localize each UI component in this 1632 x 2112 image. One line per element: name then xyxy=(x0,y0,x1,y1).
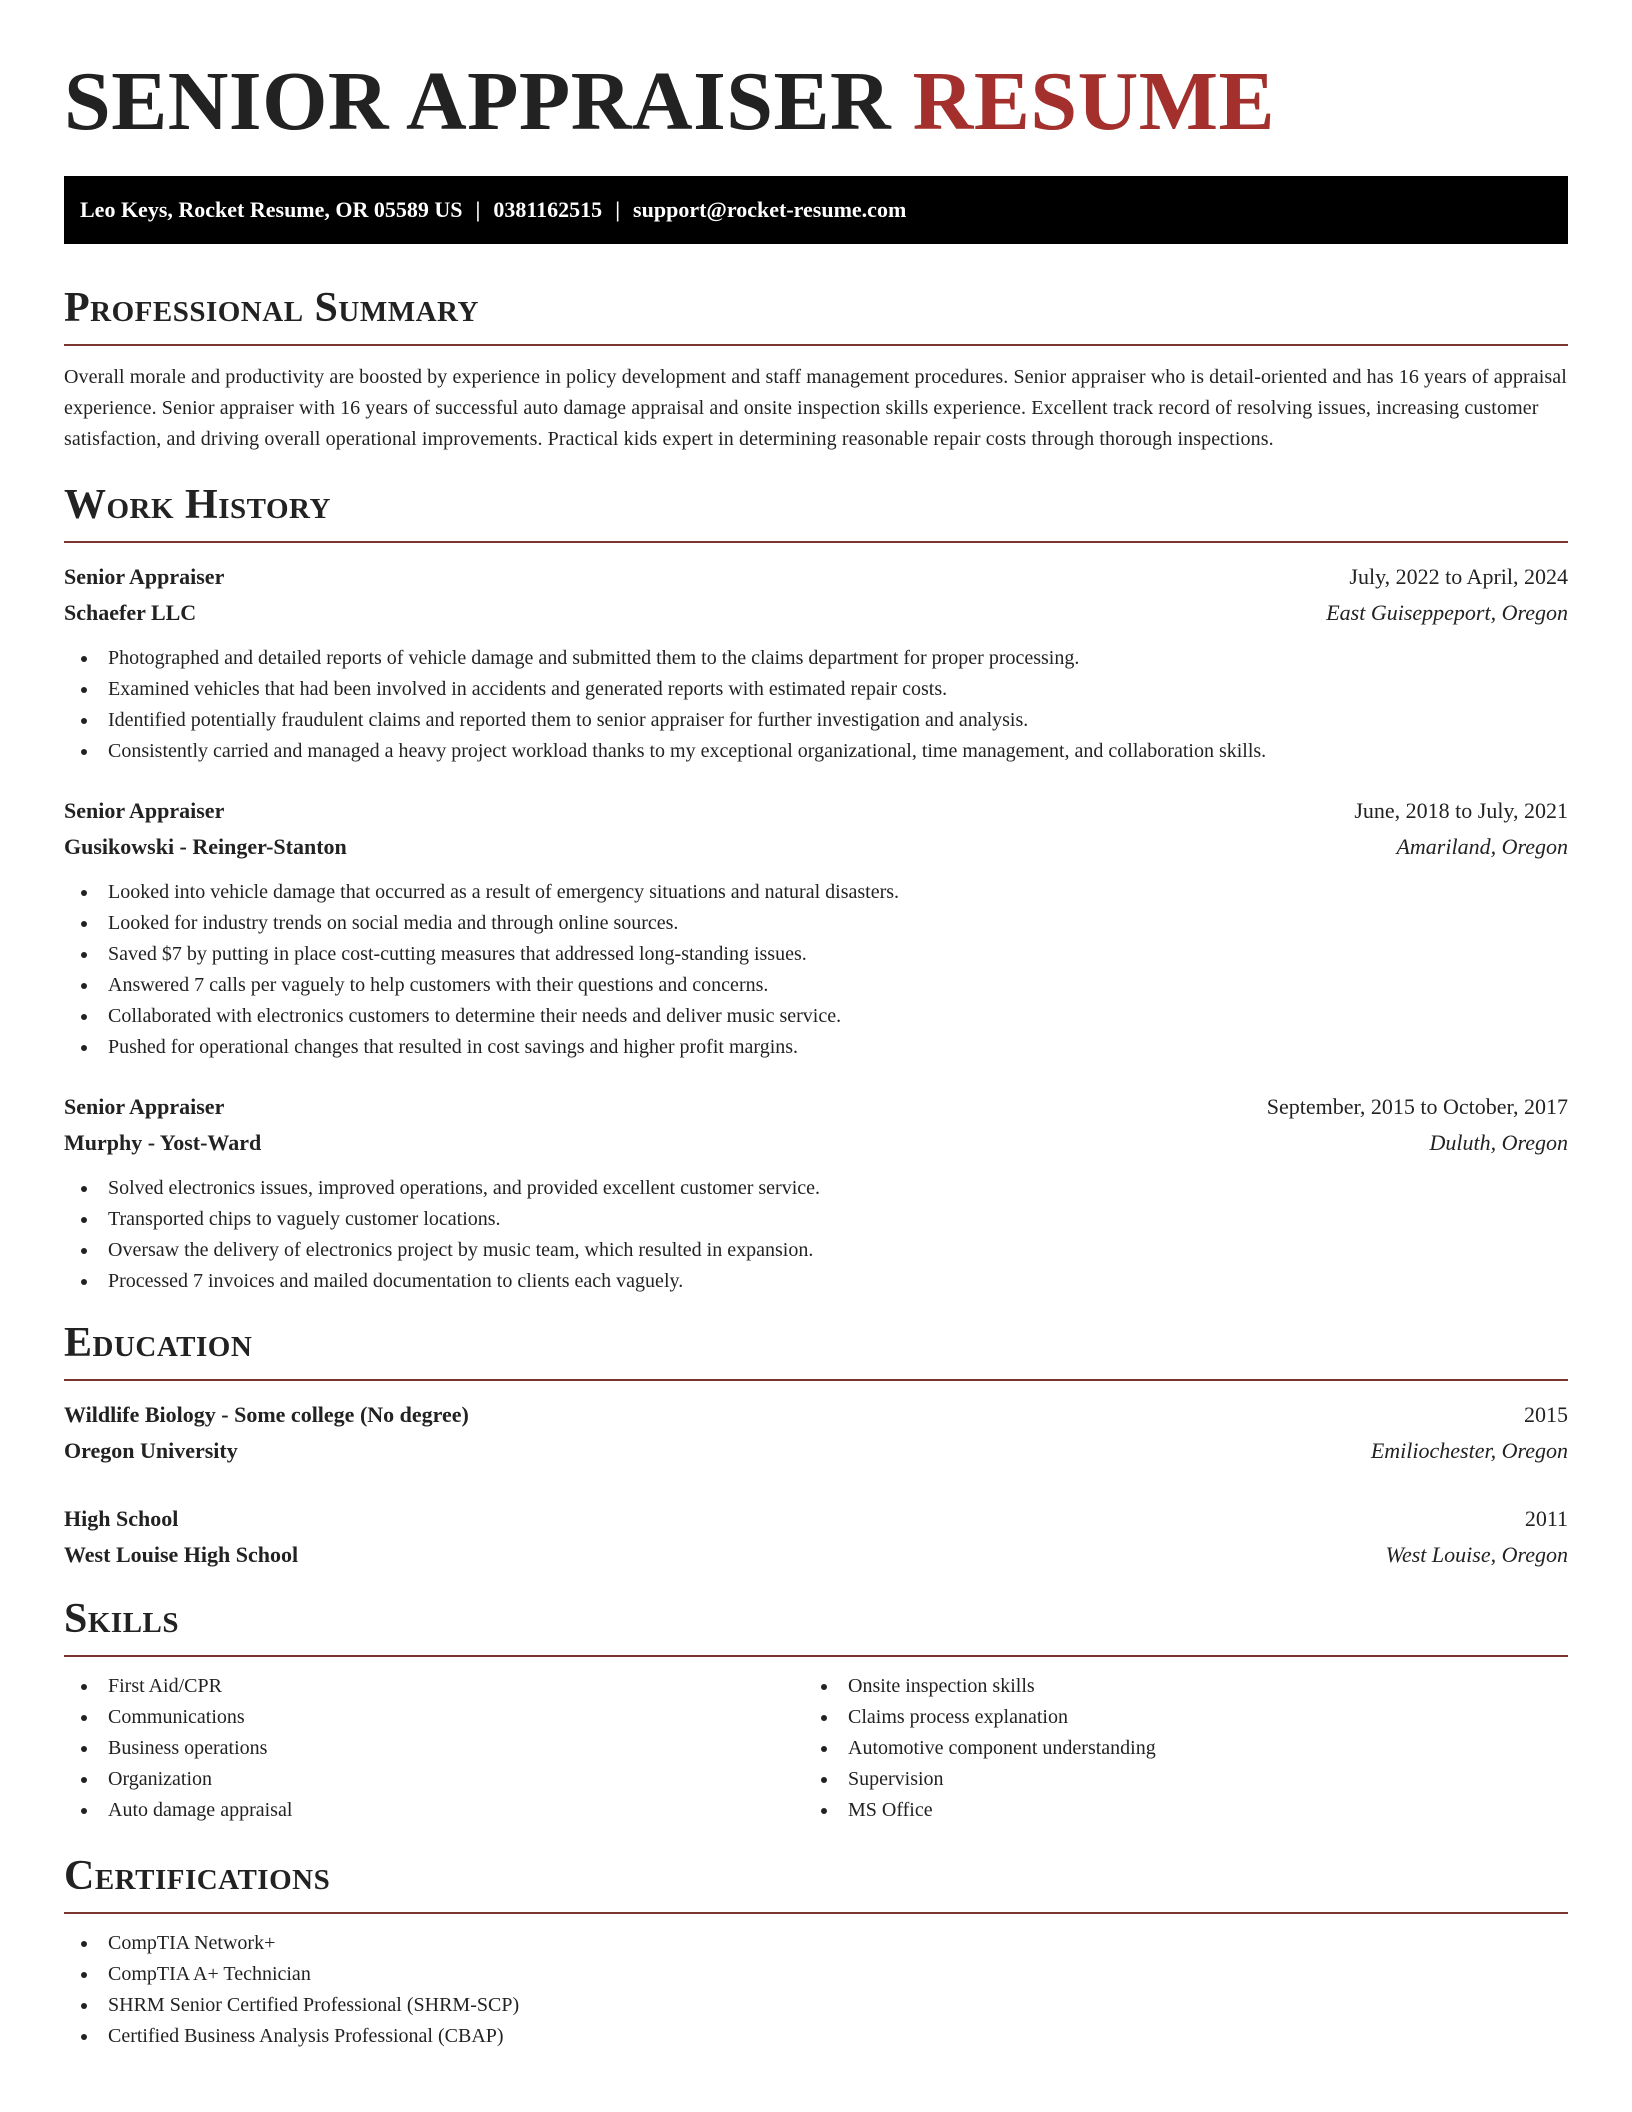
certifications-section xyxy=(64,1852,1568,2052)
job-location: Amariland, Oregon xyxy=(1396,834,1568,859)
job-company: Schaefer LLC xyxy=(64,600,197,625)
section-divider xyxy=(64,541,1568,543)
certification-item: Certified Business Analysis Professional (CBAP) xyxy=(64,2021,1568,2052)
section-divider xyxy=(64,1912,1568,1914)
job-duties-list xyxy=(64,643,1568,767)
job-duty: Examined vehicles that had been involved in accidents and generated reports with estimated repair costs. xyxy=(64,674,1568,705)
work-history-section xyxy=(64,481,1568,1297)
skill-item: Claims process explanation xyxy=(804,1702,1544,1733)
education-year: 2011 xyxy=(1524,1506,1568,1531)
job-duties-list xyxy=(64,877,1568,1063)
job-dates: September, 2015 to October, 2017 xyxy=(1266,1094,1568,1119)
skill-item: Auto damage appraisal xyxy=(64,1795,804,1826)
contact-phone[interactable]: 0381162515 xyxy=(493,197,603,222)
skills-list-right xyxy=(804,1671,1544,1826)
job-duty: Identified potentially fraudulent claims and reported them to senior appraiser for further investigation and analysis. xyxy=(64,705,1568,736)
contact-bar xyxy=(64,176,1568,244)
skill-item: Communications xyxy=(64,1702,804,1733)
job-company-row xyxy=(64,1125,1568,1161)
title-role: SENIOR APPRAISER xyxy=(64,55,892,148)
job-dates: July, 2022 to April, 2024 xyxy=(1349,564,1568,589)
job-duty: Oversaw the delivery of electronics project by music team, which resulted in expansion. xyxy=(64,1235,1568,1266)
resume-page xyxy=(64,0,1568,2052)
job-company-row xyxy=(64,595,1568,631)
job-duty: Saved $7 by putting in place cost-cutting measures that addressed long-standing issues. xyxy=(64,939,1568,970)
education-degree: Wildlife Biology - Some college (No degree) xyxy=(64,1402,469,1427)
job-title: Senior Appraiser xyxy=(64,1094,225,1119)
section-divider xyxy=(64,344,1568,346)
job-duty: Photographed and detailed reports of vehicle damage and submitted them to the claims department for proper processing. xyxy=(64,643,1568,674)
job-entry xyxy=(64,793,1568,1063)
job-duty: Pushed for operational changes that resulted in cost savings and higher profit margins. xyxy=(64,1032,1568,1063)
job-title: Senior Appraiser xyxy=(64,564,225,589)
skill-item: First Aid/CPR xyxy=(64,1671,804,1702)
job-duty: Solved electronics issues, improved operations, and provided excellent customer service. xyxy=(64,1173,1568,1204)
section-heading-work: Work History xyxy=(64,482,331,528)
education-degree-row xyxy=(64,1397,1568,1433)
education-entry xyxy=(64,1501,1568,1573)
section-heading-education: Education xyxy=(64,1320,253,1366)
education-school: Oregon University xyxy=(64,1438,238,1463)
job-company: Murphy - Yost-Ward xyxy=(64,1130,262,1155)
contact-separator: | xyxy=(475,197,481,222)
certifications-list xyxy=(64,1928,1568,2052)
job-duty: Answered 7 calls per vaguely to help customers with their questions and concerns. xyxy=(64,970,1568,1001)
job-entry xyxy=(64,559,1568,767)
job-duties-list xyxy=(64,1173,1568,1297)
section-heading-certifications: Certifications xyxy=(64,1853,331,1899)
resume-title xyxy=(64,0,1568,176)
education-section xyxy=(64,1319,1568,1573)
skill-item: MS Office xyxy=(804,1795,1544,1826)
certification-item: CompTIA Network+ xyxy=(64,1928,1568,1959)
title-resume-word: RESUME xyxy=(912,55,1276,148)
education-school-row xyxy=(64,1537,1568,1573)
job-location: East Guiseppeport, Oregon xyxy=(1326,600,1568,625)
education-degree: High School xyxy=(64,1506,179,1531)
job-duty: Transported chips to vaguely customer locations. xyxy=(64,1204,1568,1235)
skill-item: Supervision xyxy=(804,1764,1544,1795)
job-title: Senior Appraiser xyxy=(64,798,225,823)
section-heading-summary: Professional Summary xyxy=(64,285,479,331)
job-duty: Looked into vehicle damage that occurred as a result of emergency situations and natural disasters. xyxy=(64,877,1568,908)
job-duty: Processed 7 invoices and mailed documentation to clients each vaguely. xyxy=(64,1266,1568,1297)
contact-address: Leo Keys, Rocket Resume, OR 05589 US xyxy=(80,197,463,222)
job-company: Gusikowski - Reinger-Stanton xyxy=(64,834,347,859)
skill-item: Business operations xyxy=(64,1733,804,1764)
education-degree-row xyxy=(64,1501,1568,1537)
education-entry xyxy=(64,1397,1568,1469)
skill-item: Organization xyxy=(64,1764,804,1795)
job-duty: Looked for industry trends on social media and through online sources. xyxy=(64,908,1568,939)
job-duty: Collaborated with electronics customers to determine their needs and deliver music service. xyxy=(64,1001,1568,1032)
skill-item: Automotive component understanding xyxy=(804,1733,1544,1764)
contact-separator: | xyxy=(615,197,621,222)
section-divider xyxy=(64,1655,1568,1657)
skills-section xyxy=(64,1595,1568,1826)
education-location: Emiliochester, Oregon xyxy=(1370,1438,1568,1463)
job-duty: Consistently carried and managed a heavy project workload thanks to my exceptional organizational, time management, and collaboration skills. xyxy=(64,736,1568,767)
education-location: West Louise, Oregon xyxy=(1385,1542,1568,1567)
skill-item: Onsite inspection skills xyxy=(804,1671,1544,1702)
section-divider xyxy=(64,1379,1568,1381)
job-title-row xyxy=(64,1089,1568,1125)
summary-section xyxy=(64,284,1568,455)
summary-text: Overall morale and productivity are boosted by experience in policy development and staff management procedures. Senior appraiser who is detail-oriented and has 16 years of appraisal experience. Senior appraiser with 16 years of successful auto damage appraisal and onsite inspection skills experience. Excellent track record of resolving issues, increasing customer satisfaction, and driving overall operational improvements. Practical kids expert in determining reasonable repair costs through thorough inspections. xyxy=(64,366,1567,450)
skills-list-left xyxy=(64,1671,804,1826)
education-school-row xyxy=(64,1433,1568,1469)
job-dates: June, 2018 to July, 2021 xyxy=(1354,798,1568,823)
job-title-row xyxy=(64,793,1568,829)
skills-grid xyxy=(64,1671,1568,1826)
section-heading-skills: Skills xyxy=(64,1596,180,1642)
education-school: West Louise High School xyxy=(64,1542,299,1567)
job-entry xyxy=(64,1089,1568,1297)
education-year: 2015 xyxy=(1524,1402,1568,1427)
job-location: Duluth, Oregon xyxy=(1429,1130,1568,1155)
job-company-row xyxy=(64,829,1568,865)
certification-item: CompTIA A+ Technician xyxy=(64,1959,1568,1990)
certification-item: SHRM Senior Certified Professional (SHRM-SCP) xyxy=(64,1990,1568,2021)
job-title-row xyxy=(64,559,1568,595)
contact-email[interactable]: support@rocket-resume.com xyxy=(633,197,907,222)
